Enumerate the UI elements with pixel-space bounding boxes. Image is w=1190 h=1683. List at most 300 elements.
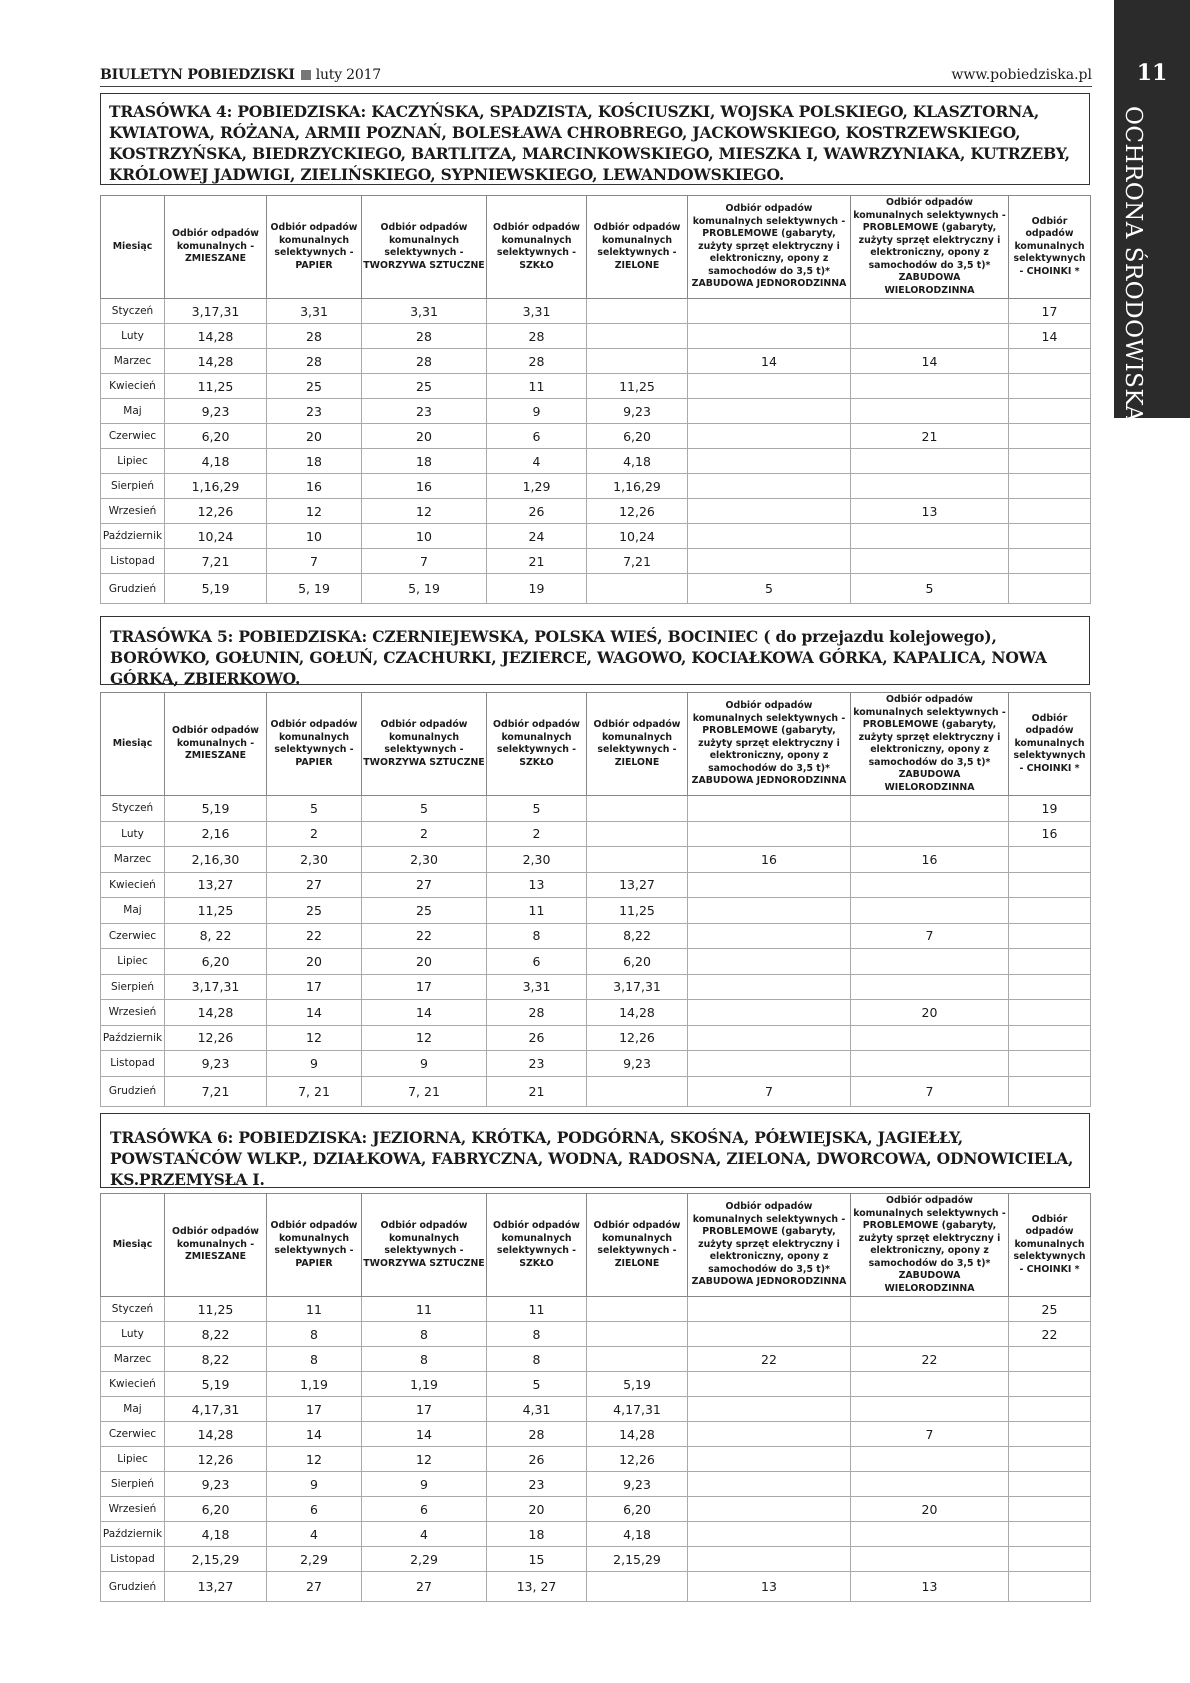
table-row (101, 1051, 1091, 1077)
date-cell: 8,22 (587, 923, 688, 949)
date-cell: 2,29 (362, 1547, 487, 1572)
date-cell (688, 499, 851, 524)
date-cell: 3,17,31 (165, 299, 267, 324)
date-cell: 11 (362, 1297, 487, 1322)
date-cell: 12,26 (165, 1025, 267, 1051)
date-cell: 13,27 (165, 872, 267, 898)
date-cell: 2,15,29 (587, 1547, 688, 1572)
table-header-row (101, 693, 1091, 796)
date-cell: 8 (267, 1322, 362, 1347)
table-row (101, 399, 1091, 424)
column-header: Odbiór odpadów komunalnych selektywnych - SZKŁO (487, 693, 587, 796)
date-cell (688, 1447, 851, 1472)
date-cell: 16 (688, 847, 851, 873)
date-cell: 21 (487, 549, 587, 574)
date-cell: 20 (487, 1497, 587, 1522)
date-cell: 14 (267, 1000, 362, 1026)
date-cell: 14 (851, 349, 1009, 374)
date-cell (1009, 1447, 1091, 1472)
date-cell (688, 1497, 851, 1522)
column-header: Miesiąc (101, 693, 165, 796)
date-cell (587, 324, 688, 349)
date-cell: 12 (267, 1025, 362, 1051)
column-header: Odbiór odpadów komunalnych selektywnych - ZIELONE (587, 196, 688, 299)
date-cell (851, 1322, 1009, 1347)
date-cell: 13 (688, 1572, 851, 1602)
section-tab (1114, 0, 1190, 423)
date-cell: 4,17,31 (587, 1397, 688, 1422)
date-cell (1009, 524, 1091, 549)
date-cell (851, 1051, 1009, 1077)
column-header: Odbiór odpadów komunalnych selektywnych - SZKŁO (487, 1194, 587, 1297)
website-url: www.pobiedziska.pl (951, 67, 1092, 83)
date-cell: 7,21 (165, 1076, 267, 1106)
date-cell: 21 (487, 1076, 587, 1106)
date-cell: 27 (267, 1572, 362, 1602)
date-cell: 8 (487, 923, 587, 949)
date-cell: 9,23 (165, 1051, 267, 1077)
date-cell: 7 (851, 923, 1009, 949)
date-cell: 28 (267, 324, 362, 349)
date-cell: 6,20 (165, 424, 267, 449)
date-cell: 5,19 (165, 796, 267, 822)
page-number: 11 (1136, 60, 1168, 86)
month-cell: Październik (101, 1522, 165, 1547)
column-header: Odbiór odpadów komunalnych selektywnych - PROBLEMOWE (gabaryty, zużyty sprzęt elektryczny i elektroniczny, opony z samochodów do 3,5 t)* ZABUDOWA WIELORODZINNA (851, 1194, 1009, 1297)
date-cell: 23 (267, 399, 362, 424)
date-cell (688, 1322, 851, 1347)
date-cell: 6,20 (587, 949, 688, 975)
date-cell (587, 1347, 688, 1372)
date-cell (851, 324, 1009, 349)
table-row (101, 574, 1091, 604)
month-cell: Maj (101, 399, 165, 424)
date-cell: 8,22 (165, 1322, 267, 1347)
date-cell: 8 (487, 1322, 587, 1347)
date-cell: 27 (362, 872, 487, 898)
date-cell (688, 898, 851, 924)
date-cell: 14,28 (165, 324, 267, 349)
column-header: Odbiór odpadów komunalnych - ZMIESZANE (165, 693, 267, 796)
date-cell: 4 (267, 1522, 362, 1547)
date-cell: 5 (267, 796, 362, 822)
table-row (101, 1297, 1091, 1322)
table-row (101, 1347, 1091, 1372)
date-cell (851, 549, 1009, 574)
date-cell: 2,30 (487, 847, 587, 873)
date-cell: 6,20 (587, 1497, 688, 1522)
date-cell (688, 1397, 851, 1422)
table-row (101, 324, 1091, 349)
date-cell: 13,27 (165, 1572, 267, 1602)
month-cell: Maj (101, 1397, 165, 1422)
month-cell: Październik (101, 524, 165, 549)
table-row (101, 1372, 1091, 1397)
month-cell: Grudzień (101, 574, 165, 604)
month-cell: Sierpień (101, 974, 165, 1000)
date-cell (587, 299, 688, 324)
date-cell: 20 (851, 1497, 1009, 1522)
table-row (101, 1522, 1091, 1547)
date-cell (851, 449, 1009, 474)
date-cell (587, 796, 688, 822)
month-cell: Lipiec (101, 1447, 165, 1472)
date-cell: 10,24 (165, 524, 267, 549)
schedule-table-route-5 (100, 692, 1091, 1107)
date-cell: 10 (267, 524, 362, 549)
date-cell (1009, 872, 1091, 898)
date-cell: 9 (267, 1051, 362, 1077)
date-cell: 28 (487, 1000, 587, 1026)
date-cell: 14,28 (165, 1422, 267, 1447)
date-cell: 14 (362, 1422, 487, 1447)
month-cell: Marzec (101, 1347, 165, 1372)
date-cell: 8 (487, 1347, 587, 1372)
table-row (101, 847, 1091, 873)
date-cell (587, 574, 688, 604)
table-row (101, 1397, 1091, 1422)
date-cell (851, 898, 1009, 924)
table-row (101, 349, 1091, 374)
table-row (101, 923, 1091, 949)
date-cell: 9 (487, 399, 587, 424)
month-cell: Grudzień (101, 1076, 165, 1106)
date-cell (1009, 1372, 1091, 1397)
date-cell: 9,23 (165, 1472, 267, 1497)
date-cell: 6,20 (165, 1497, 267, 1522)
date-cell: 6 (487, 949, 587, 975)
date-cell (1009, 1347, 1091, 1372)
table-row (101, 474, 1091, 499)
date-cell: 8,22 (165, 1347, 267, 1372)
date-cell (1009, 847, 1091, 873)
date-cell: 17 (1009, 299, 1091, 324)
table-row (101, 549, 1091, 574)
date-cell: 6 (487, 424, 587, 449)
date-cell: 12 (362, 1025, 487, 1051)
date-cell: 6 (267, 1497, 362, 1522)
column-header: Odbiór odpadów komunalnych selektywnych - CHOINKI * (1009, 693, 1091, 796)
date-cell: 12,26 (587, 1447, 688, 1472)
table-row (101, 821, 1091, 847)
date-cell (1009, 424, 1091, 449)
date-cell: 25 (362, 374, 487, 399)
date-cell (1009, 1076, 1091, 1106)
column-header: Odbiór odpadów komunalnych selektywnych - TWORZYWA SZTUCZNE (362, 196, 487, 299)
date-cell: 14,28 (587, 1000, 688, 1026)
date-cell (688, 324, 851, 349)
month-cell: Grudzień (101, 1572, 165, 1602)
date-cell: 7 (851, 1076, 1009, 1106)
date-cell (688, 949, 851, 975)
date-cell: 28 (487, 1422, 587, 1447)
date-cell (688, 1547, 851, 1572)
month-cell: Listopad (101, 1547, 165, 1572)
date-cell: 1,16,29 (165, 474, 267, 499)
date-cell (851, 872, 1009, 898)
date-cell: 13, 27 (487, 1572, 587, 1602)
date-cell (688, 1000, 851, 1026)
date-cell: 22 (851, 1347, 1009, 1372)
date-cell (688, 524, 851, 549)
date-cell: 16 (267, 474, 362, 499)
date-cell (1009, 1397, 1091, 1422)
table-row (101, 1076, 1091, 1106)
date-cell: 28 (362, 349, 487, 374)
date-cell: 20 (267, 424, 362, 449)
date-cell (1009, 1472, 1091, 1497)
table-row (101, 1000, 1091, 1026)
date-cell: 4 (487, 449, 587, 474)
date-cell: 15 (487, 1547, 587, 1572)
column-header: Odbiór odpadów komunalnych selektywnych - PROBLEMOWE (gabaryty, zużyty sprzęt elektryczny i elektroniczny, opony z samochodów do 3,5 t)* ZABUDOWA WIELORODZINNA (851, 693, 1009, 796)
date-cell (851, 399, 1009, 424)
date-cell: 10,24 (587, 524, 688, 549)
month-cell: Luty (101, 1322, 165, 1347)
date-cell (1009, 474, 1091, 499)
date-cell: 11,25 (165, 374, 267, 399)
date-cell (851, 796, 1009, 822)
table-row (101, 424, 1091, 449)
date-cell: 4,18 (165, 449, 267, 474)
date-cell: 7 (851, 1422, 1009, 1447)
date-cell (1009, 1000, 1091, 1026)
date-cell: 27 (362, 1572, 487, 1602)
date-cell: 23 (487, 1472, 587, 1497)
date-cell: 19 (1009, 796, 1091, 822)
column-header: Odbiór odpadów komunalnych selektywnych - ZIELONE (587, 693, 688, 796)
date-cell: 11 (487, 374, 587, 399)
date-cell: 2,29 (267, 1547, 362, 1572)
month-cell: Czerwiec (101, 1422, 165, 1447)
month-cell: Luty (101, 324, 165, 349)
date-cell (1009, 374, 1091, 399)
date-cell (851, 821, 1009, 847)
month-cell: Październik (101, 1025, 165, 1051)
date-cell (851, 524, 1009, 549)
column-header: Odbiór odpadów komunalnych selektywnych - PROBLEMOWE (gabaryty, zużyty sprzęt elektryczny i elektroniczny, opony z samochodów do 3,5 t)* ZABUDOWA JEDNORODZINNA (688, 693, 851, 796)
date-cell: 5 (487, 1372, 587, 1397)
column-header: Odbiór odpadów komunalnych selektywnych - PAPIER (267, 196, 362, 299)
table-header-row (101, 1194, 1091, 1297)
column-header: Odbiór odpadów komunalnych selektywnych - PROBLEMOWE (gabaryty, zużyty sprzęt elektryczny i elektroniczny, opony z samochodów do 3,5 t)* ZABUDOWA WIELORODZINNA (851, 196, 1009, 299)
date-cell (688, 1051, 851, 1077)
table-row (101, 974, 1091, 1000)
date-cell: 16 (362, 474, 487, 499)
date-cell (1009, 1051, 1091, 1077)
date-cell (851, 1372, 1009, 1397)
date-cell (851, 299, 1009, 324)
date-cell: 9 (267, 1472, 362, 1497)
date-cell: 18 (487, 1522, 587, 1547)
column-header: Odbiór odpadów komunalnych selektywnych - PAPIER (267, 693, 362, 796)
date-cell (688, 1025, 851, 1051)
date-cell (587, 1076, 688, 1106)
month-cell: Sierpień (101, 1472, 165, 1497)
date-cell: 21 (851, 424, 1009, 449)
date-cell: 2 (267, 821, 362, 847)
date-cell: 11 (267, 1297, 362, 1322)
date-cell (1009, 1422, 1091, 1447)
date-cell: 4 (362, 1522, 487, 1547)
date-cell: 12 (267, 1447, 362, 1472)
date-cell (688, 872, 851, 898)
date-cell (688, 374, 851, 399)
date-cell: 23 (487, 1051, 587, 1077)
table-row (101, 1025, 1091, 1051)
date-cell (688, 796, 851, 822)
date-cell (1009, 449, 1091, 474)
column-header: Miesiąc (101, 196, 165, 299)
date-cell (688, 299, 851, 324)
date-cell: 12 (267, 499, 362, 524)
date-cell: 28 (487, 324, 587, 349)
date-cell: 5, 19 (362, 574, 487, 604)
date-cell: 3,17,31 (165, 974, 267, 1000)
date-cell: 14,28 (165, 349, 267, 374)
date-cell: 14,28 (165, 1000, 267, 1026)
column-header: Odbiór odpadów komunalnych - ZMIESZANE (165, 196, 267, 299)
date-cell: 12 (362, 499, 487, 524)
date-cell: 25 (1009, 1297, 1091, 1322)
table-row (101, 499, 1091, 524)
table-row (101, 898, 1091, 924)
date-cell: 22 (688, 1347, 851, 1372)
date-cell (1009, 898, 1091, 924)
date-cell: 23 (362, 399, 487, 424)
column-header: Odbiór odpadów komunalnych selektywnych - CHOINKI * (1009, 1194, 1091, 1297)
date-cell: 20 (362, 949, 487, 975)
date-cell: 11 (487, 1297, 587, 1322)
date-cell: 17 (362, 974, 487, 1000)
date-cell: 2,30 (267, 847, 362, 873)
date-cell (1009, 399, 1091, 424)
date-cell (851, 1397, 1009, 1422)
month-cell: Kwiecień (101, 1372, 165, 1397)
month-cell: Wrzesień (101, 1497, 165, 1522)
date-cell: 14 (267, 1422, 362, 1447)
date-cell (851, 1025, 1009, 1051)
date-cell: 14 (362, 1000, 487, 1026)
date-cell (1009, 1025, 1091, 1051)
date-cell: 28 (267, 349, 362, 374)
date-cell (688, 449, 851, 474)
date-cell: 7 (688, 1076, 851, 1106)
date-cell: 3,31 (362, 299, 487, 324)
date-cell: 5,19 (165, 1372, 267, 1397)
date-cell: 18 (362, 449, 487, 474)
date-cell (851, 374, 1009, 399)
route-title-4: TRASÓWKA 4: POBIEDZISKA: KACZYŃSKA, SPADZISTA, KOŚCIUSZKI, WOJSKA POLSKIEGO, KLASZTORNA, KWIATOWA, RÓŻANA, ARMII POZNAŃ, BOLESŁAWA CHROBREGO, JACKOWSKIEGO, KOSTRZEWSKIEGO, KOSTRZYŃSKA, BIEDRZYCKIEGO, BARTLITZA, MARCINKOWSKIEGO, MIESZKA I, WAWRZYNIAKA, KUTRZEBY, KRÓLOWEJ JADWIGI, ZIELIŃSKIEGO, SYPNIEWSKIEGO, LEWANDOWSKIEGO. (100, 93, 1090, 185)
date-cell (688, 474, 851, 499)
date-cell: 2,30 (362, 847, 487, 873)
publication-info (100, 67, 381, 83)
date-cell: 20 (851, 1000, 1009, 1026)
date-cell (1009, 574, 1091, 604)
table-row (101, 949, 1091, 975)
column-header: Odbiór odpadów komunalnych selektywnych - ZIELONE (587, 1194, 688, 1297)
date-cell: 14,28 (587, 1422, 688, 1447)
date-cell: 13 (487, 872, 587, 898)
table-row (101, 1472, 1091, 1497)
date-cell: 2,16,30 (165, 847, 267, 873)
route-title-6: TRASÓWKA 6: POBIEDZISKA: JEZIORNA, KRÓTKA, PODGÓRNA, SKOŚNA, PÓŁWIEJSKA, JAGIEŁŁY, POWSTAŃCÓW WLKP., DZIAŁKOWA, FABRYCZNA, WODNA, RADOSNA, ZIELONA, DWORCOWA, ODNOWICIELA, KS.PRZEMYSŁA I. (100, 1113, 1090, 1188)
date-cell (1009, 1497, 1091, 1522)
date-cell (587, 349, 688, 374)
date-cell: 19 (487, 574, 587, 604)
date-cell: 2 (487, 821, 587, 847)
date-cell (688, 1372, 851, 1397)
publication-date: luty 2017 (315, 67, 382, 83)
column-header: Odbiór odpadów komunalnych - ZMIESZANE (165, 1194, 267, 1297)
date-cell (688, 424, 851, 449)
date-cell: 12,26 (165, 1447, 267, 1472)
date-cell: 8 (362, 1322, 487, 1347)
date-cell: 25 (267, 374, 362, 399)
date-cell: 20 (267, 949, 362, 975)
date-cell (1009, 923, 1091, 949)
date-cell (587, 847, 688, 873)
column-header: Odbiór odpadów komunalnych selektywnych - TWORZYWA SZTUCZNE (362, 1194, 487, 1297)
date-cell: 5 (487, 796, 587, 822)
column-header: Odbiór odpadów komunalnych selektywnych - PAPIER (267, 1194, 362, 1297)
date-cell: 11,25 (165, 1297, 267, 1322)
table-row (101, 872, 1091, 898)
date-cell: 26 (487, 1447, 587, 1472)
date-cell: 7 (362, 549, 487, 574)
table-row (101, 299, 1091, 324)
date-cell: 4,17,31 (165, 1397, 267, 1422)
date-cell: 4,18 (165, 1522, 267, 1547)
table-row (101, 1572, 1091, 1602)
date-cell: 6,20 (587, 424, 688, 449)
month-cell: Kwiecień (101, 374, 165, 399)
date-cell: 20 (362, 424, 487, 449)
date-cell: 25 (267, 898, 362, 924)
column-header: Odbiór odpadów komunalnych selektywnych - PROBLEMOWE (gabaryty, zużyty sprzęt elektryczny i elektroniczny, opony z samochodów do 3,5 t)* ZABUDOWA JEDNORODZINNA (688, 196, 851, 299)
date-cell: 1,16,29 (587, 474, 688, 499)
month-cell: Styczeń (101, 299, 165, 324)
date-cell: 2,15,29 (165, 1547, 267, 1572)
date-cell: 9,23 (587, 1051, 688, 1077)
date-cell: 9,23 (587, 1472, 688, 1497)
date-cell (587, 1572, 688, 1602)
date-cell (1009, 349, 1091, 374)
date-cell: 26 (487, 1025, 587, 1051)
date-cell: 28 (487, 349, 587, 374)
publication-name: BIULETYN POBIEDZISKI (100, 67, 295, 83)
date-cell: 7,21 (587, 549, 688, 574)
date-cell: 12,26 (587, 1025, 688, 1051)
date-cell (851, 1522, 1009, 1547)
date-cell: 12 (362, 1447, 487, 1472)
date-cell (688, 399, 851, 424)
route-title-5: TRASÓWKA 5: POBIEDZISKA: CZERNIEJEWSKA, POLSKA WIEŚ, BOCINIEC ( do przejazdu kolejowego), BORÓWKO, GOŁUNIN, GOŁUŃ, CZACHURKI, JEZIERCE, WAGOWO, KOCIAŁKOWA GÓRKA, KAPALICA, NOWA GÓRKA, ZBIERKOWO. (100, 616, 1090, 685)
date-cell: 9,23 (587, 399, 688, 424)
schedule-table-route-4 (100, 195, 1091, 604)
date-cell: 8 (267, 1347, 362, 1372)
date-cell: 26 (487, 499, 587, 524)
month-cell: Maj (101, 898, 165, 924)
month-cell: Marzec (101, 349, 165, 374)
date-cell: 3,17,31 (587, 974, 688, 1000)
date-cell (688, 1297, 851, 1322)
date-cell: 5 (851, 574, 1009, 604)
table-row (101, 449, 1091, 474)
date-cell: 8, 22 (165, 923, 267, 949)
date-cell: 11,25 (587, 898, 688, 924)
date-cell: 3,31 (487, 974, 587, 1000)
